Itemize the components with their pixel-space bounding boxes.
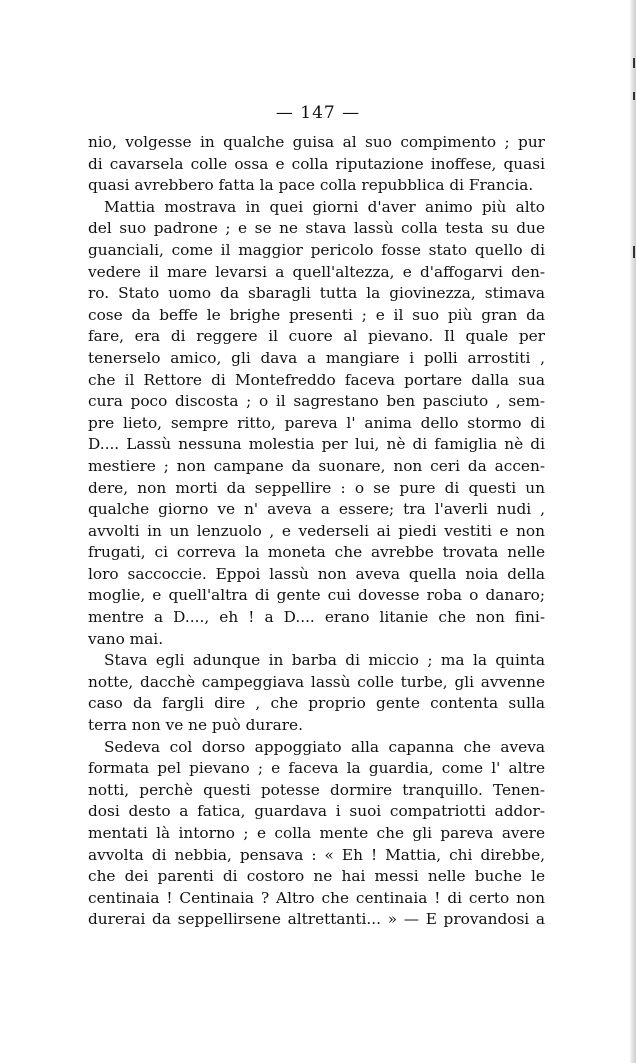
text-line: quasi avrebbero fatta la pace colla repubblica di Francia.	[88, 176, 534, 195]
text-line: formata pel pievano ; e faceva la guardia, come l' altre	[88, 759, 545, 778]
text-line: notte, dacchè campeggiava lassù colle turbe, gli avvenne	[88, 672, 545, 691]
text-line: che il Rettore di Montefreddo faceva portare dalla sua	[88, 370, 545, 389]
text-line: Sedeva col dorso appoggiato alla capanna che aveva	[104, 737, 545, 756]
text-line: dere, non morti da seppellire : o se pure di questi un	[88, 478, 545, 497]
text-line: avvolti in un lenzuolo , e vederseli ai piedi vestiti e non	[88, 521, 545, 540]
text-line: moglie, e quell'altra di gente cui dovesse roba o danaro;	[88, 586, 545, 605]
text-line: notti, perchè questi potesse dormire tranquillo. Tenen-	[88, 780, 545, 799]
text-line: qualche giorno ve n' aveva a essere; tra l'averli nudi ,	[88, 500, 545, 519]
text-line: Stava egli adunque in barba di miccio ; ma la quinta	[104, 651, 545, 670]
edge-mark	[633, 58, 635, 68]
text-line: dosi desto a fatica, guardava i suoi compatriotti addor-	[88, 802, 545, 821]
text-line: vano mai.	[88, 629, 164, 648]
text-line: di cavarsela colle ossa e colla riputazione inoffese, quasi	[88, 154, 545, 173]
text-line: mentati là intorno ; e colla mente che gli pareva avere	[88, 824, 545, 842]
text-line: ro. Stato uomo da sbaragli tutta la giovinezza, stimava	[88, 284, 545, 303]
text-line: che dei parenti di costoro ne hai messi nelle buche le	[88, 867, 545, 886]
text-line: pre lieto, sempre ritto, pareva l' anima dello stormo di	[88, 413, 545, 432]
text-line: tenerselo amico, gli dava a mangiare i polli arrostiti ,	[88, 348, 545, 367]
text-line: mestiere ; non campane da suonare, non ceri da accen-	[88, 456, 545, 475]
text-line: centinaia ! Centinaia ? Altro che centinaia ! di certo non	[88, 888, 545, 907]
text-line: avvolta di nebbia, pensava : « Eh ! Mattia, chi direbbe,	[88, 845, 545, 864]
text-line: mentre a D...., eh ! a D.... erano litanie che non fini-	[88, 608, 545, 627]
text-line: nio, volgesse in qualche guisa al suo compimento ; pur	[88, 133, 545, 151]
page-edge-shadow	[630, 0, 636, 1063]
text-line: cura poco discosta ; o il sagrestano ben pasciuto , sem-	[88, 392, 545, 411]
text-line: loro saccoccie. Eppoi lassù non aveva quella noia della	[88, 564, 545, 583]
text-line: terra non ve ne può durare.	[88, 716, 303, 735]
text-line: cose da beffe le brighe presenti ; e il suo più gran da	[88, 305, 545, 324]
paragraph	[88, 132, 545, 197]
paragraph	[88, 737, 545, 931]
text-line: guanciali, come il maggior pericolo fosse stato quello di	[88, 240, 545, 259]
text-line: Mattia mostrava in quei giorni d'aver animo più alto	[104, 197, 545, 216]
paragraph	[88, 650, 545, 736]
page-number: — 147 —	[275, 103, 361, 123]
body-text	[88, 132, 545, 931]
text-line: frugati, ci correva la moneta che avrebbe trovata nelle	[88, 543, 545, 562]
text-line: vedere il mare levarsi a quell'altezza, e d'affogarvi den-	[88, 262, 545, 281]
text-line: fare, era di reggere il cuore al pievano. Il quale per	[88, 327, 545, 346]
paragraph	[88, 197, 545, 650]
text-line: caso da fargli dire , che proprio gente contenta sulla	[88, 694, 545, 713]
text-line: D.... Lassù nessuna molestia per lui, nè di famiglia nè di	[88, 435, 545, 454]
edge-mark	[633, 92, 635, 100]
edge-mark	[633, 246, 635, 258]
text-line: durerai da seppellirsene altrettanti... » — E provandosi a	[88, 910, 545, 929]
text-line: del suo padrone ; e se ne stava lassù colla testa su due	[88, 219, 545, 238]
